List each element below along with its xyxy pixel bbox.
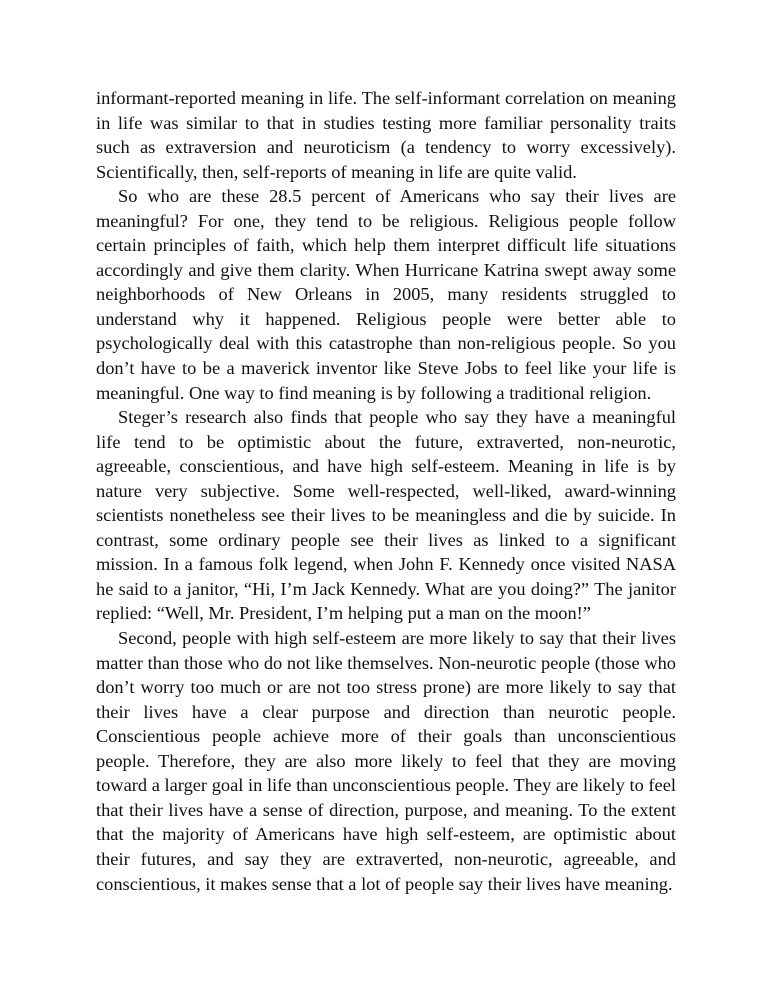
paragraph-continuation: informant-reported meaning in life. The self-informant correlation on meaning in life was similar to that in studies testing more familiar personality traits such as extraversion and neuroticism (a tendency to worry excessively). Scientifically, then, self-reports of meaning in life are quite valid. [96, 88, 676, 182]
paragraph-self-esteem: Second, people with high self-esteem are more likely to say that their lives matter than those who do not like themselves. Non-neurotic people (those who don’t worry too much or are not too stress prone) are more likely to say that their lives have a clear purpose and direction than neurotic people. Conscientious people achieve more of their goals than unconscientious people. Therefore, they are also more likely to feel that they are moving toward a larger goal in life than unconscientious people. They are likely to feel that their lives have a sense of direction, purpose, and meaning. To the extent that the majority of Americans have high self-esteem, are optimistic about their futures, and say they are extraverted, non-neurotic, agreeable, and conscientious, it makes sense that a lot of people say their lives have meaning. [96, 628, 676, 894]
paragraph-religion: So who are these 28.5 percent of Americans who say their lives are meaningful? For one, they tend to be religious. Religious people follow certain principles of faith, which help them interpret difficult life situations accordingly and give them clarity. When Hurricane Katrina swept away some neighborhoods of New Orleans in 2005, many residents struggled to understand why it happened. Religious people were better able to psychologically deal with this catastrophe than non-religious people. So you don’t have to be a maverick inventor like Steve Jobs to feel like your life is meaningful. One way to find meaning is by following a traditional religion. [96, 186, 676, 403]
paragraph-personality: Steger’s research also finds that people who say they have a meaningful life tend to be optimistic about the future, extraverted, non-neurotic, agreeable, conscientious, and have high self-esteem. Meaning in life is by nature very subjective. Some well-respected, well-liked, award-winning scientists nonetheless see their lives to be meaningless and die by suicide. In contrast, some ordinary people see their lives as linked to a significant mission. In a famous folk legend, when John F. Kennedy once visited NASA he said to a janitor, “Hi, I’m Jack Kennedy. What are you doing?” The janitor replied: “Well, Mr. President, I’m helping put a man on the moon!” [96, 407, 676, 624]
book-page [96, 86, 676, 896]
